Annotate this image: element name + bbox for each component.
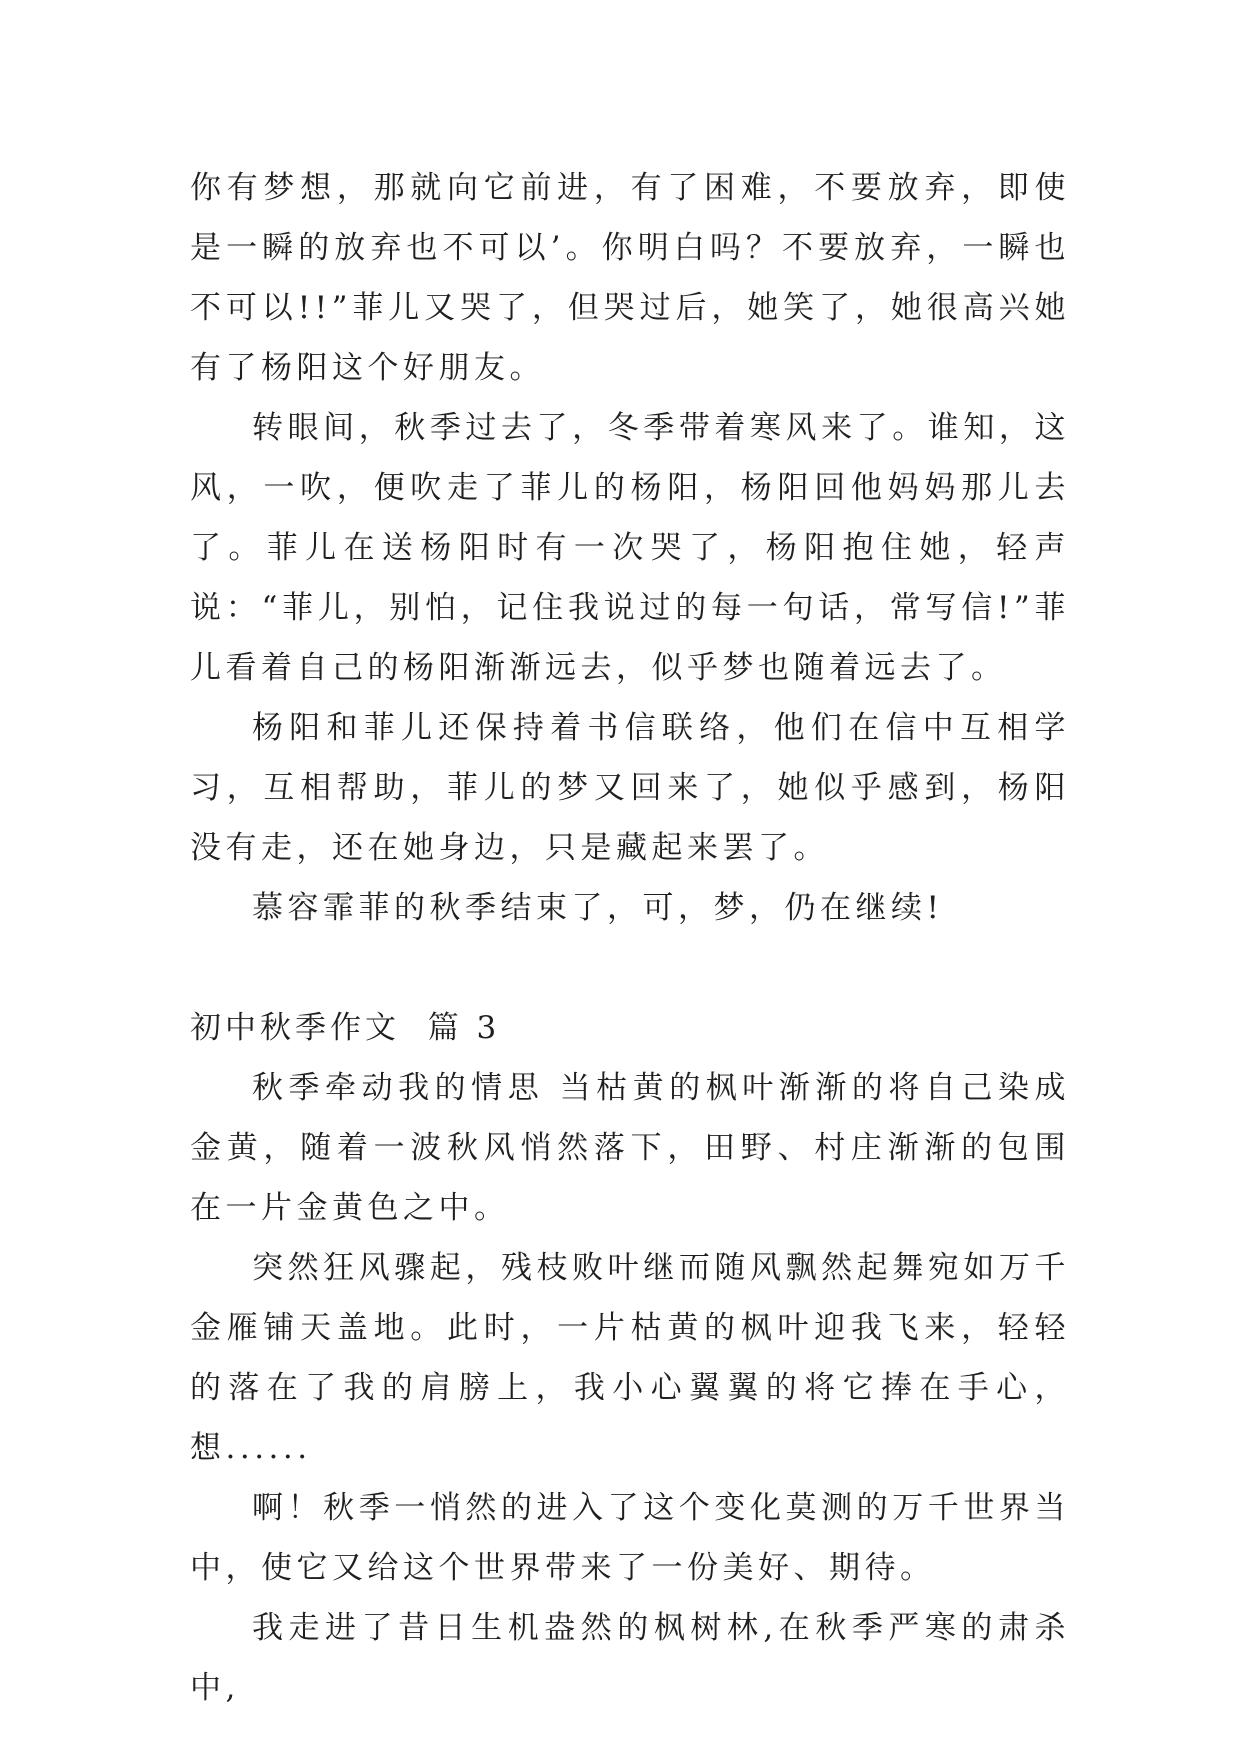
paragraph: 突然狂风骤起，残枝败叶继而随风飘然起舞宛如万千金雁铺天盖地。此时，一片枯黄的枫叶迎我飞来，轻轻的落在了我的肩膀上，我小心翼翼的将它捧在手心，想...... <box>190 1250 1070 1466</box>
document-page <box>190 158 1070 1718</box>
paragraph: 你有梦想，那就向它前进，有了困难，不要放弃，即使是一瞬的放弃也不可以’。你明白吗？不要放弃，一瞬也不可以!!”菲儿又哭了，但哭过后，她笑了，她很高兴她有了杨阳这个好朋友。 <box>190 170 1070 386</box>
paragraph: 转眼间，秋季过去了，冬季带着寒风来了。谁知，这风，一吹，便吹走了菲儿的杨阳，杨阳回他妈妈那儿去了。菲儿在送杨阳时有一次哭了，杨阳抱住她，轻声说：“菲儿，别怕，记住我说过的每一句话，常写信!”菲儿看着自己的杨阳渐渐远去，似乎梦也随着远去了。 <box>190 410 1070 686</box>
paragraph: 我走进了昔日生机盎然的枫树林,在秋季严寒的肃杀中, <box>190 1610 1070 1706</box>
paragraph: 杨阳和菲儿还保持着书信联络，他们在信中互相学习，互相帮助，菲儿的梦又回来了，她似乎感到，杨阳没有走，还在她身边，只是藏起来罢了。 <box>190 710 1070 866</box>
paragraph: 秋季牵动我的情思 当枯黄的枫叶渐渐的将自己染成金黄，随着一波秋风悄然落下，田野、村庄渐渐的包围在一片金黄色之中。 <box>190 1070 1070 1226</box>
section-heading: 初中秋季作文 篇 3 <box>190 1010 501 1046</box>
paragraph: 啊！秋季一悄然的进入了这个变化莫测的万千世界当中，使它又给这个世界带来了一份美好、期待。 <box>190 1490 1070 1586</box>
paragraph: 慕容霏菲的秋季结束了，可，梦，仍在继续! <box>252 890 944 926</box>
